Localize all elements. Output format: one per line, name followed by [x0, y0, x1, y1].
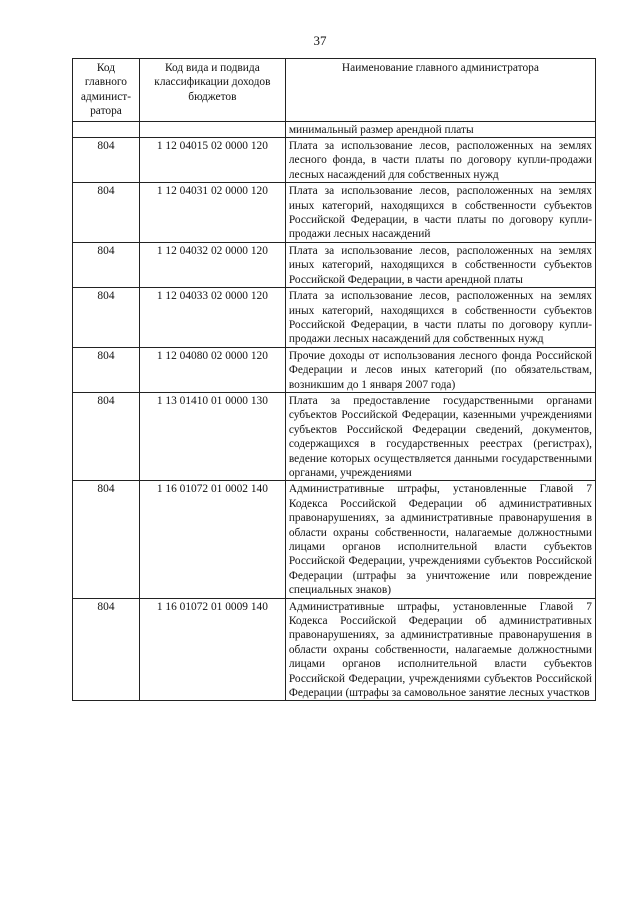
- admin-cell: 804: [73, 347, 140, 392]
- budget-income-table: [72, 58, 596, 701]
- name-cell: Прочие доходы от использования лесного фонда Российской Федерации и лесов иных категорий (по обязательствам, возникшим до 1 января 2007 года): [285, 347, 595, 392]
- admin-cell: [73, 121, 140, 137]
- name-cell: Плата за использование лесов, расположенных на землях лесного фонда, в части платы по договору купли-продажи лесных насаждений для собственных нужд: [285, 138, 595, 183]
- code-cell: 1 16 01072 01 0009 140: [139, 598, 285, 701]
- table-row: [73, 347, 596, 392]
- code-cell: 1 12 04015 02 0000 120: [139, 138, 285, 183]
- table-row: [73, 242, 596, 287]
- header-admin-name: Наименование главного администратора: [285, 59, 595, 122]
- name-cell: Плата за использование лесов, расположенных на землях иных категорий, находящихся в собственности субъектов Российской Федерации, в части платы по договору купли-продажи лесных насаждений: [285, 183, 595, 243]
- table-row: [73, 481, 596, 598]
- table-row-continuation: [73, 121, 596, 137]
- admin-cell: 804: [73, 392, 140, 480]
- admin-cell: 804: [73, 242, 140, 287]
- header-income-code: Код вида и подвида классификации доходов бюджетов: [139, 59, 285, 122]
- admin-cell: 804: [73, 598, 140, 701]
- admin-cell: 804: [73, 481, 140, 598]
- code-cell: [139, 121, 285, 137]
- table-row: [73, 183, 596, 243]
- admin-cell: 804: [73, 183, 140, 243]
- table-row: [73, 138, 596, 183]
- code-cell: 1 12 04032 02 0000 120: [139, 242, 285, 287]
- code-cell: 1 12 04033 02 0000 120: [139, 288, 285, 348]
- page-number: 37: [313, 33, 327, 48]
- code-cell: 1 13 01410 01 0000 130: [139, 392, 285, 480]
- code-cell: 1 12 04031 02 0000 120: [139, 183, 285, 243]
- name-cell: Плата за использование лесов, расположенных на землях иных категорий, находящихся в собственности субъектов Российской Федерации, в части платы по договору купли-продажи лесных насаждений для собственных нужд: [285, 288, 595, 348]
- name-cell: Плата за использование лесов, расположенных на землях иных категорий, находящихся в собственности субъектов Российской Федерации, в части арендной платы: [285, 242, 595, 287]
- table-header-row: [73, 59, 596, 122]
- name-cell: Плата за предоставление государственными органами субъектов Российской Федерации, казенными учреждениями субъектов Российской Федерации сведений, документов, содержащихся в государственных реестрах (регистрах), ведение которых осуществляется данными государственными органами, учреждениями: [285, 392, 595, 480]
- admin-cell: 804: [73, 138, 140, 183]
- code-cell: 1 16 01072 01 0002 140: [139, 481, 285, 598]
- admin-cell: 804: [73, 288, 140, 348]
- name-cell: Административные штрафы, установленные Главой 7 Кодекса Российской Федерации об административных правонарушениях, за административные правонарушения в области охраны собственности, налагаемые должностными лицами органов исполнительной власти субъектов Российской Федерации, учреждениями субъектов Российской Федерации (штрафы за уничтожение или повреждение специальных знаков): [285, 481, 595, 598]
- table-row: [73, 392, 596, 480]
- table-row: [73, 598, 596, 701]
- table-row: [73, 288, 596, 348]
- name-cell: минимальный размер арендной платы: [285, 121, 595, 137]
- header-admin-code: Код главного админист-ратора: [73, 59, 140, 122]
- name-cell: Административные штрафы, установленные Главой 7 Кодекса Российской Федерации об административных правонарушениях, за административные правонарушения в области охраны собственности, налагаемые должностными лицами органов исполнительной власти субъектов Российской Федерации, учреждениями субъектов Российской Федерации (штрафы за самовольное занятие лесных участков: [285, 598, 595, 701]
- code-cell: 1 12 04080 02 0000 120: [139, 347, 285, 392]
